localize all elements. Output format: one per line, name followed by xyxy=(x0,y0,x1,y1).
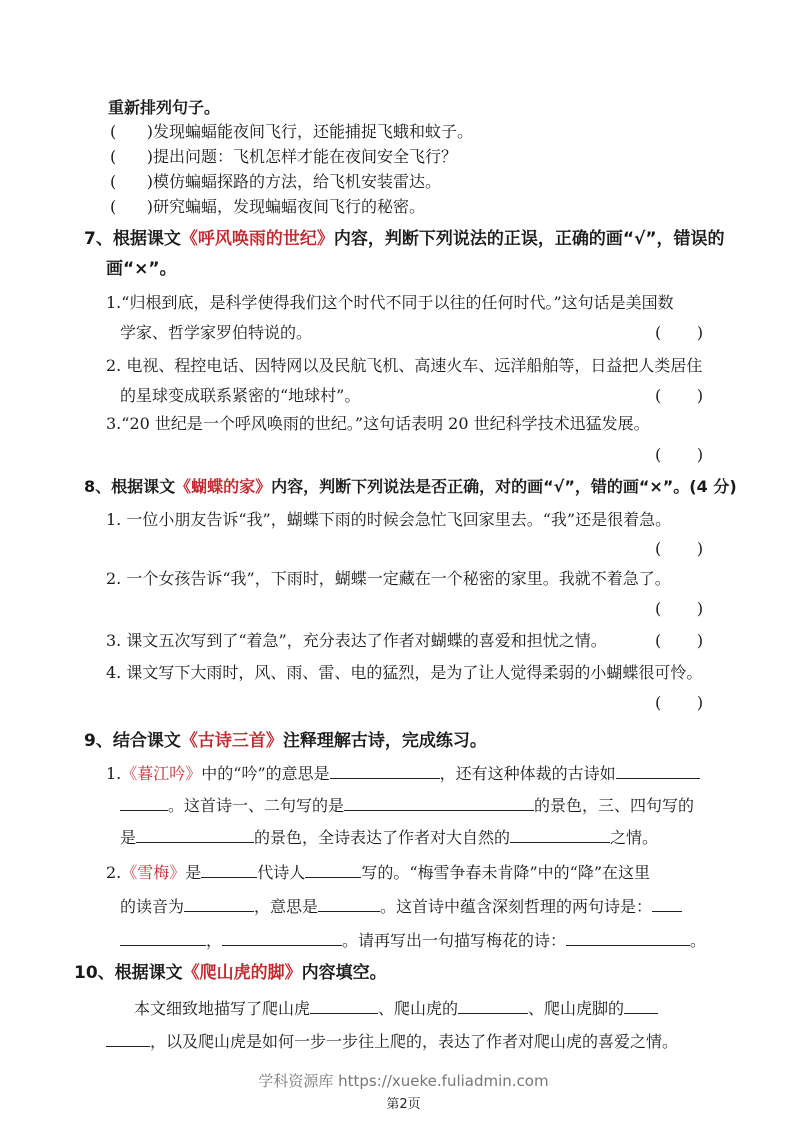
q9-p1-line3: 是 的景色，全诗表达了作者对大自然的 之情。 xyxy=(120,828,659,847)
q9-p1-line1: 1.《暮江吟》中的“吟”的意思是 ，还有这种体裁的古诗如 xyxy=(106,762,700,785)
q8-item-3: 3. 课文五次写到了“着急”，充分表达了作者对蝴蝶的喜爱和担忧之情。 xyxy=(106,631,607,650)
fill-blank[interactable] xyxy=(566,929,690,946)
answer-paren[interactable]: ( ) xyxy=(655,445,704,464)
q9-p2-line2: 的读音为 ，意思是 。这首诗中蕴含深刻哲理的两句诗是： xyxy=(120,895,682,918)
fill-blank[interactable] xyxy=(120,794,168,811)
fill-blank[interactable] xyxy=(305,861,361,878)
fill-blank[interactable] xyxy=(120,929,206,946)
fill-blank[interactable] xyxy=(201,861,257,878)
q8-item-4: 4. 课文写下大雨时，风、雨、雷、电的猛烈，是为了让人觉得柔弱的小蝴蝶很可怜。 xyxy=(106,663,703,682)
q7-item-1-line1: 1.“归根到底，是科学使得我们这个时代不同于以往的任何时代。”这句话是美国数 xyxy=(106,293,674,312)
q9-p2-line3: ， 。请再写出一句描写梅花的诗： 。 xyxy=(120,929,706,952)
answer-paren[interactable]: ( ) xyxy=(655,599,704,618)
reorder-title: 重新排列句子。 xyxy=(108,98,221,117)
q7-item-1-line2: 学家、哲学家罗伯特说的。 xyxy=(120,323,313,342)
fill-blank[interactable] xyxy=(330,762,440,779)
q9-book-title: 《古诗三首》 xyxy=(180,731,283,751)
reorder-item-text: 提出问题：飞机怎样才能在夜间安全飞行？ xyxy=(153,147,458,166)
fill-blank[interactable] xyxy=(458,997,528,1014)
page-number: 第2页 xyxy=(386,1097,421,1112)
fill-blank[interactable] xyxy=(318,895,380,912)
q10-line2: ，以及爬山虎是如何一步一步往上爬的，表达了作者对爬山虎的喜爱之情。 xyxy=(106,1030,678,1053)
q10-book-title: 《爬山虎的脚》 xyxy=(182,963,302,983)
fill-blank[interactable] xyxy=(136,826,254,843)
answer-paren[interactable]: ( ) xyxy=(655,386,704,405)
fill-blank[interactable] xyxy=(510,826,610,843)
q7-heading: 7、根据课文《呼风唤雨的世纪》内容，判断下列说法的正误，正确的画“√”，错误的 xyxy=(84,229,725,249)
watermark: 学科资源库 https://xueke.fuliadmin.com xyxy=(258,1072,549,1090)
q7-book-title: 《呼风唤雨的世纪》 xyxy=(180,229,334,249)
q8-item-1: 1. 一位小朋友告诉“我”，蝴蝶下雨的时候会急忙飞回家里去。“我”还是很着急。 xyxy=(106,510,672,529)
q9-p2-line1: 2.《雪梅》是 代诗人 写的。“梅雪争春未肯降”中的“降”在这里 xyxy=(106,863,651,882)
q10-heading: 10、根据课文《爬山虎的脚》内容填空。 xyxy=(74,963,387,983)
fill-blank[interactable] xyxy=(310,997,378,1014)
reorder-item: ( )研究蝙蝠，发现蝙蝠夜间飞行的秘密。 xyxy=(110,197,426,216)
fill-blank[interactable] xyxy=(624,997,658,1014)
q10-line1: 本文细致地描写了爬山虎 、爬山虎的 、爬山虎脚的 xyxy=(134,997,658,1020)
fill-blank[interactable] xyxy=(184,895,254,912)
reorder-item-text: 发现蝙蝠能夜间飞行，还能捕捉飞蛾和蚊子。 xyxy=(153,122,474,141)
fill-blank[interactable] xyxy=(222,929,342,946)
fill-blank[interactable] xyxy=(344,794,534,811)
q8-heading: 8、根据课文《蝴蝶的家》内容，判断下列说法是否正确，对的画“√”，错的画“×”。(4 分) xyxy=(84,477,737,496)
q8-book-title: 《蝴蝶的家》 xyxy=(175,477,272,496)
reorder-item: ( )提出问题：飞机怎样才能在夜间安全飞行？ xyxy=(110,147,458,166)
reorder-item: ( )发现蝙蝠能夜间飞行，还能捕捉飞蛾和蚊子。 xyxy=(110,122,474,141)
answer-paren[interactable]: ( ) xyxy=(655,323,704,342)
poem-title: 《暮江吟》 xyxy=(121,764,202,783)
q7-item-3: 3.“20 世纪是一个呼风唤雨的世纪。”这句话表明 20 世纪科学技术迅猛发展。 xyxy=(106,414,650,433)
q7-heading-cont: 画“×”。 xyxy=(106,259,177,279)
fill-blank[interactable] xyxy=(106,1030,150,1047)
q8-item-2: 2. 一个女孩告诉“我”，下雨时，蝴蝶一定藏在一个秘密的家里。我就不着急了。 xyxy=(106,569,671,588)
fill-blank[interactable] xyxy=(652,895,682,912)
fill-blank[interactable] xyxy=(616,762,700,779)
q9-heading: 9、结合课文《古诗三首》注释理解古诗，完成练习。 xyxy=(84,731,487,751)
reorder-item: ( )模仿蝙蝠探路的方法，给飞机安装雷达。 xyxy=(110,172,442,191)
q9-p1-line2: 。这首诗一、二句写的是 的景色，三、四句写的 xyxy=(120,794,694,817)
q7-item-2-line1: 2. 电视、程控电话、因特网以及民航飞机、高速火车、远洋船舶等，日益把人类居住 xyxy=(106,356,703,375)
reorder-item-text: 研究蝙蝠，发现蝙蝠夜间飞行的秘密。 xyxy=(153,197,426,216)
reorder-item-text: 模仿蝙蝠探路的方法，给飞机安装雷达。 xyxy=(153,172,442,191)
answer-paren[interactable]: ( ) xyxy=(655,693,704,712)
poem-title: 《雪梅》 xyxy=(121,863,186,882)
q7-item-2-line2: 的星球变成联系紧密的“地球村”。 xyxy=(120,386,361,405)
answer-paren[interactable]: ( ) xyxy=(655,539,704,558)
answer-paren[interactable]: ( ) xyxy=(655,631,704,650)
